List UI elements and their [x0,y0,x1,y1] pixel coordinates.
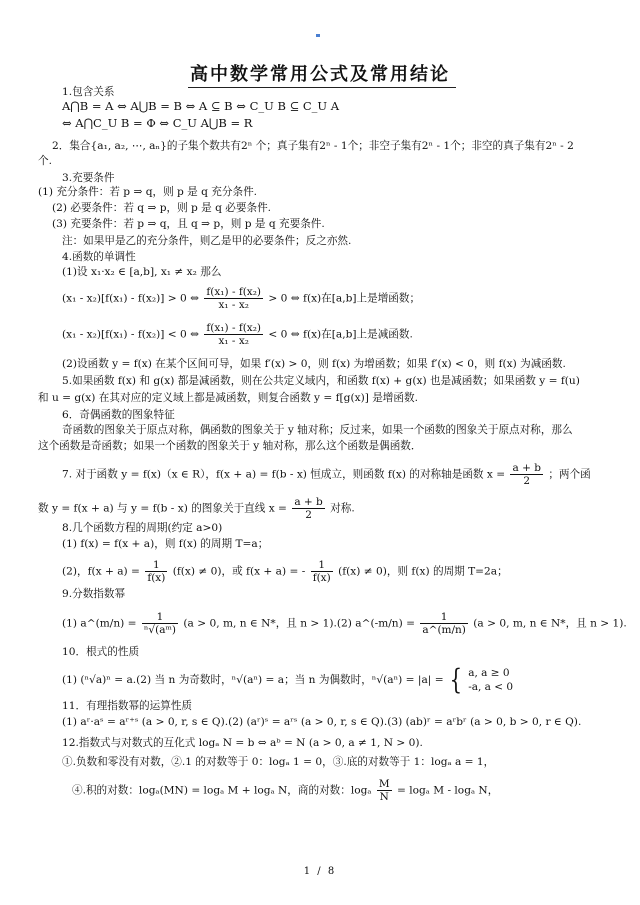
s9-part-b: (a > 0, m, n ∈ N*，且 n > 1).(2) a^(-m/n) = [183,617,416,630]
s9-heading: 9.分数指数幂 [62,588,126,600]
s8-frac1-num: 1 [145,559,167,572]
s9-fraction-2 [420,611,468,636]
s3-line-2: (2) 必要条件：若 q ⇒ p，则 p 是 q 必要条件. [52,202,272,214]
s4-inc-conclusion: > 0 ⇔ f(x)在[a,b]上是增函数； [268,292,421,305]
s12-frac-den: N [379,791,389,803]
left-brace: { [449,663,463,696]
s4-dec-condition: (x₁ - x₂)[f(x₁) - f(x₂)] < 0 ⇔ [62,328,200,341]
s4-dec-frac-den: x₁ - x₂ [218,335,249,347]
s4-decreasing-row [62,322,413,347]
s6-line-1: 奇函数的图象关于原点对称，偶函数的图象关于 y 轴对称；反过来，如果一个函数的图象关于原点对称，那么 [62,424,573,436]
s12-line-2 [72,778,498,803]
s4-dec-frac-num: f(x₁) - f(x₂) [206,322,262,334]
s8-frac1-den: f(x) [147,572,166,584]
s12-line-1: ①.负数和零没有对数，②.1 的对数等于 0：logₐ 1 = 0，③.底的对数等于 1：logₐ a = 1， [62,756,495,768]
s1-line-2: ⇔ A⋂C_U B = Φ ⇔ C_U A⋃B = R [62,116,253,130]
s7-fraction-1 [510,462,542,487]
s9-frac1-den: ⁿ√(aᵐ) [143,624,177,636]
s12-heading: 12.指数式与对数式的互化式 logₐ N = b ⇔ aᵇ = N (a > 0, a ≠ 1, N > 0). [62,737,423,749]
s10-cases [468,666,513,694]
s7-frac-den: 2 [523,475,531,487]
s12-part-a: ④.积的对数：logₐ(MN) = logₐ M + logₐ N，商的对数：logₐ [72,784,372,797]
s10-case-1: a, a ≥ 0 [468,667,510,679]
s8-line-2 [62,559,508,584]
page-title: 高中数学常用公式及常用结论 [190,64,450,85]
s7-frac2-den: 2 [305,509,312,521]
s10-text: (1) (ⁿ√a)ⁿ = a.(2) 当 n 为奇数时，ⁿ√(aⁿ) = a；当 n 为偶数时，ⁿ√(aⁿ) = |a| = [62,674,444,686]
s8-frac2-den: f(x) [312,572,331,584]
s4-dec-fraction [204,322,263,347]
s11-heading: 11．有理指数幂的运算性质 [62,700,193,712]
s9-frac2-den: a^(m/n) [422,624,466,636]
s3-line-1: (1) 充分条件：若 p ⇒ q，则 p 是 q 充分条件. [38,186,258,198]
s9-fraction-1 [142,611,178,636]
s3-heading: 3.充要条件 [62,172,115,184]
s12-frac-num: M [378,778,390,790]
s10-case-2: -a, a < 0 [468,681,514,693]
s11-line-1: (1) aʳ·aˢ = aʳ⁺ˢ (a > 0, r, s ∈ Q).(2) (aʳ)ˢ = aʳˢ (a > 0, r, s ∈ Q).(3) (ab)ʳ = aʳbʳ (a > 0, b > 0, r ∈ Q). [62,716,582,728]
s4-line-2: (2)设函数 y = f(x) 在某个区间可导，如果 f′(x) > 0，则 f(x) 为增函数；如果 f′(x) < 0，则 f(x) 为减函数. [62,358,566,370]
s12-part-b: = logₐ M - logₐ N， [397,784,499,797]
s7-frac2-num: a + b [294,496,323,508]
s9-part-c: (a > 0, m, n ∈ N*，且 n > 1). [473,617,627,630]
s8-heading: 8.几个函数方程的周期(约定 a>0) [62,522,223,534]
s1-heading: 1.包含关系 [62,86,115,98]
s6-heading: 6．奇偶函数的图象特征 [62,409,175,421]
s7-text: 7. 对于函数 y = f(x)（x ∈ R），f(x + a) = f(b - x) 恒成立，则函数 f(x) 的对称轴是函数 x = [62,468,506,481]
s8-fraction-2 [311,559,333,584]
s8-part-c: (f(x) ≠ 0)，则 f(x) 的周期 T=2a； [338,565,508,578]
s8-line-1: (1) f(x) = f(x + a)，则 f(x) 的周期 T=a； [62,538,269,550]
s1-line-1: A⋂B = A ⇔ A⋃B = B ⇔ A ⊆ B ⇔ C_U B ⊆ C_U A [62,99,340,113]
s8-part-a: (2)，f(x + a) = [62,565,140,578]
s12-fraction [377,778,392,803]
s4-inc-frac-den: x₁ - x₂ [218,299,249,311]
s5-line-1: 5.如果函数 f(x) 和 g(x) 都是减函数，则在公共定义域内，和函数 f(x) + g(x) 也是减函数；如果函数 y = f(u) [62,375,580,387]
page-number: 1 / 8 [303,866,337,877]
s4-inc-fraction [204,286,263,311]
s9-line-1 [62,611,627,636]
s7-line-1 [62,462,591,487]
s9-frac1-num: 1 [142,611,178,624]
s4-dec-conclusion: < 0 ⇔ f(x)在[a,b]上是减函数. [268,328,413,341]
s8-part-b: (f(x) ≠ 0)，或 f(x + a) = - [172,565,306,578]
s7-text-2: 数 y = f(x + a) 与 y = f(b - x) 的图象关于直线 x = [38,502,287,515]
s8-frac2-num: 1 [311,559,333,572]
s4-inc-condition: (x₁ - x₂)[f(x₁) - f(x₂)] > 0 ⇔ [62,292,200,305]
s7-tail: ；两个函 [548,468,591,481]
title-underline [188,87,456,88]
s7-line-2 [38,496,355,521]
top-marker [316,34,320,37]
s9-frac2-num: 1 [420,611,468,624]
s9-part-a: (1) a^(m/n) = [62,617,137,630]
s3-line-3: (3) 充要条件：若 p ⇒ q，且 q ⇒ p，则 p 是 q 充要条件. [52,218,325,230]
s4-line-1: (1)设 x₁·x₂ ∈ [a,b], x₁ ≠ x₂ 那么 [62,266,222,278]
s7-fraction-2 [292,496,324,521]
s5-line-2: 和 u = g(x) 在其对应的定义域上都是减函数，则复合函数 y = f[g(x)] 是增函数. [38,392,418,404]
s7-tail-2: 对称. [330,502,355,515]
s4-increasing-row [62,286,420,311]
s4-heading: 4.函数的单调性 [62,251,136,263]
s7-frac-num: a + b [512,462,541,474]
s2-line-1: 2．集合{a₁, a₂, ⋯, aₙ}的子集个数共有2ⁿ 个；真子集有2ⁿ - 1个；非空子集有2ⁿ - 1个；非空的真子集有2ⁿ - 2 [52,140,574,152]
s6-line-2: 这个函数是奇函数；如果一个函数的图象关于 y 轴对称，那么这个函数是偶函数． [38,440,422,452]
s10-heading: 10．根式的性质 [62,646,140,658]
s10-line-1 [62,663,514,696]
s4-inc-frac-num: f(x₁) - f(x₂) [206,286,262,298]
s8-fraction-1 [145,559,167,584]
s3-note: 注：如果甲是乙的充分条件，则乙是甲的必要条件；反之亦然. [62,235,352,247]
s2-line-2: 个. [38,155,52,167]
